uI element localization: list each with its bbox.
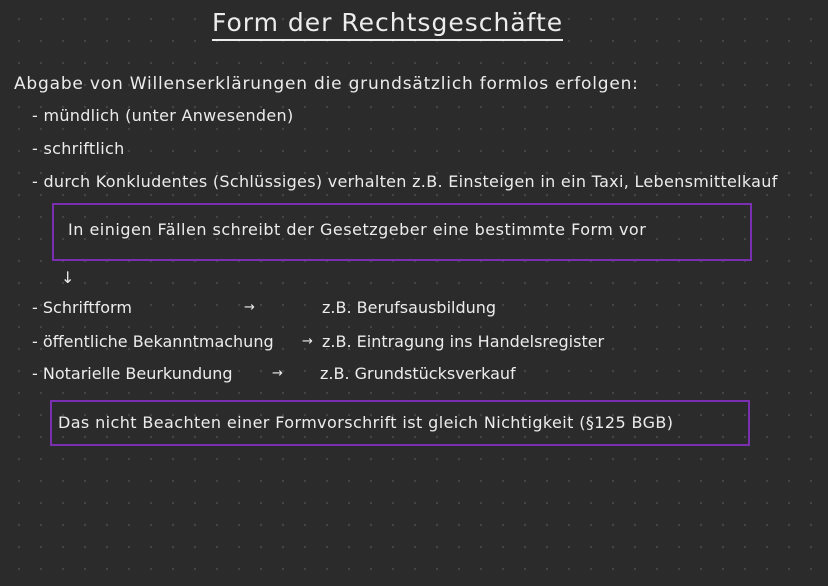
form-example: z.B. Berufsausbildung — [322, 298, 497, 317]
box-nichtigkeit-text: Das nicht Beachten einer Formvorschrift ist gleich Nichtigkeit (§125 BGB) — [58, 413, 674, 432]
bullet-schriftlich: - schriftlich — [32, 139, 125, 158]
arrow-right-icon: → — [302, 334, 313, 349]
form-label: - Schriftform — [32, 298, 132, 317]
form-row-schriftform — [32, 298, 497, 317]
intro-text: Abgabe von Willenserklärungen die grundsätzlich formlos erfolgen: — [14, 74, 639, 94]
bullet-konkludent: - durch Konkludentes (Schlüssiges) verhalten z.B. Einsteigen in ein Taxi, Lebensmittelkauf — [32, 172, 778, 191]
page-title: Form der Rechtsgeschäfte — [212, 8, 563, 41]
arrow-right-icon: → — [272, 366, 283, 381]
form-example: z.B. Eintragung ins Handelsregister — [322, 332, 605, 351]
form-example: z.B. Grundstücksverkauf — [320, 364, 516, 383]
form-row-bekanntmachung — [32, 332, 605, 351]
form-row-beurkundung — [32, 364, 516, 383]
form-label: - Notarielle Beurkundung — [32, 364, 233, 383]
arrow-down-icon: ↓ — [61, 268, 75, 287]
bullet-muendlich: - mündlich (unter Anwesenden) — [32, 106, 294, 125]
arrow-right-icon: → — [244, 300, 255, 315]
highlight-box-nichtigkeit — [50, 400, 750, 446]
box-form-text: In einigen Fällen schreibt der Gesetzgeber eine bestimmte Form vor — [68, 220, 647, 239]
form-label: - öffentliche Bekanntmachung — [32, 332, 274, 351]
highlight-box-form — [52, 203, 752, 261]
